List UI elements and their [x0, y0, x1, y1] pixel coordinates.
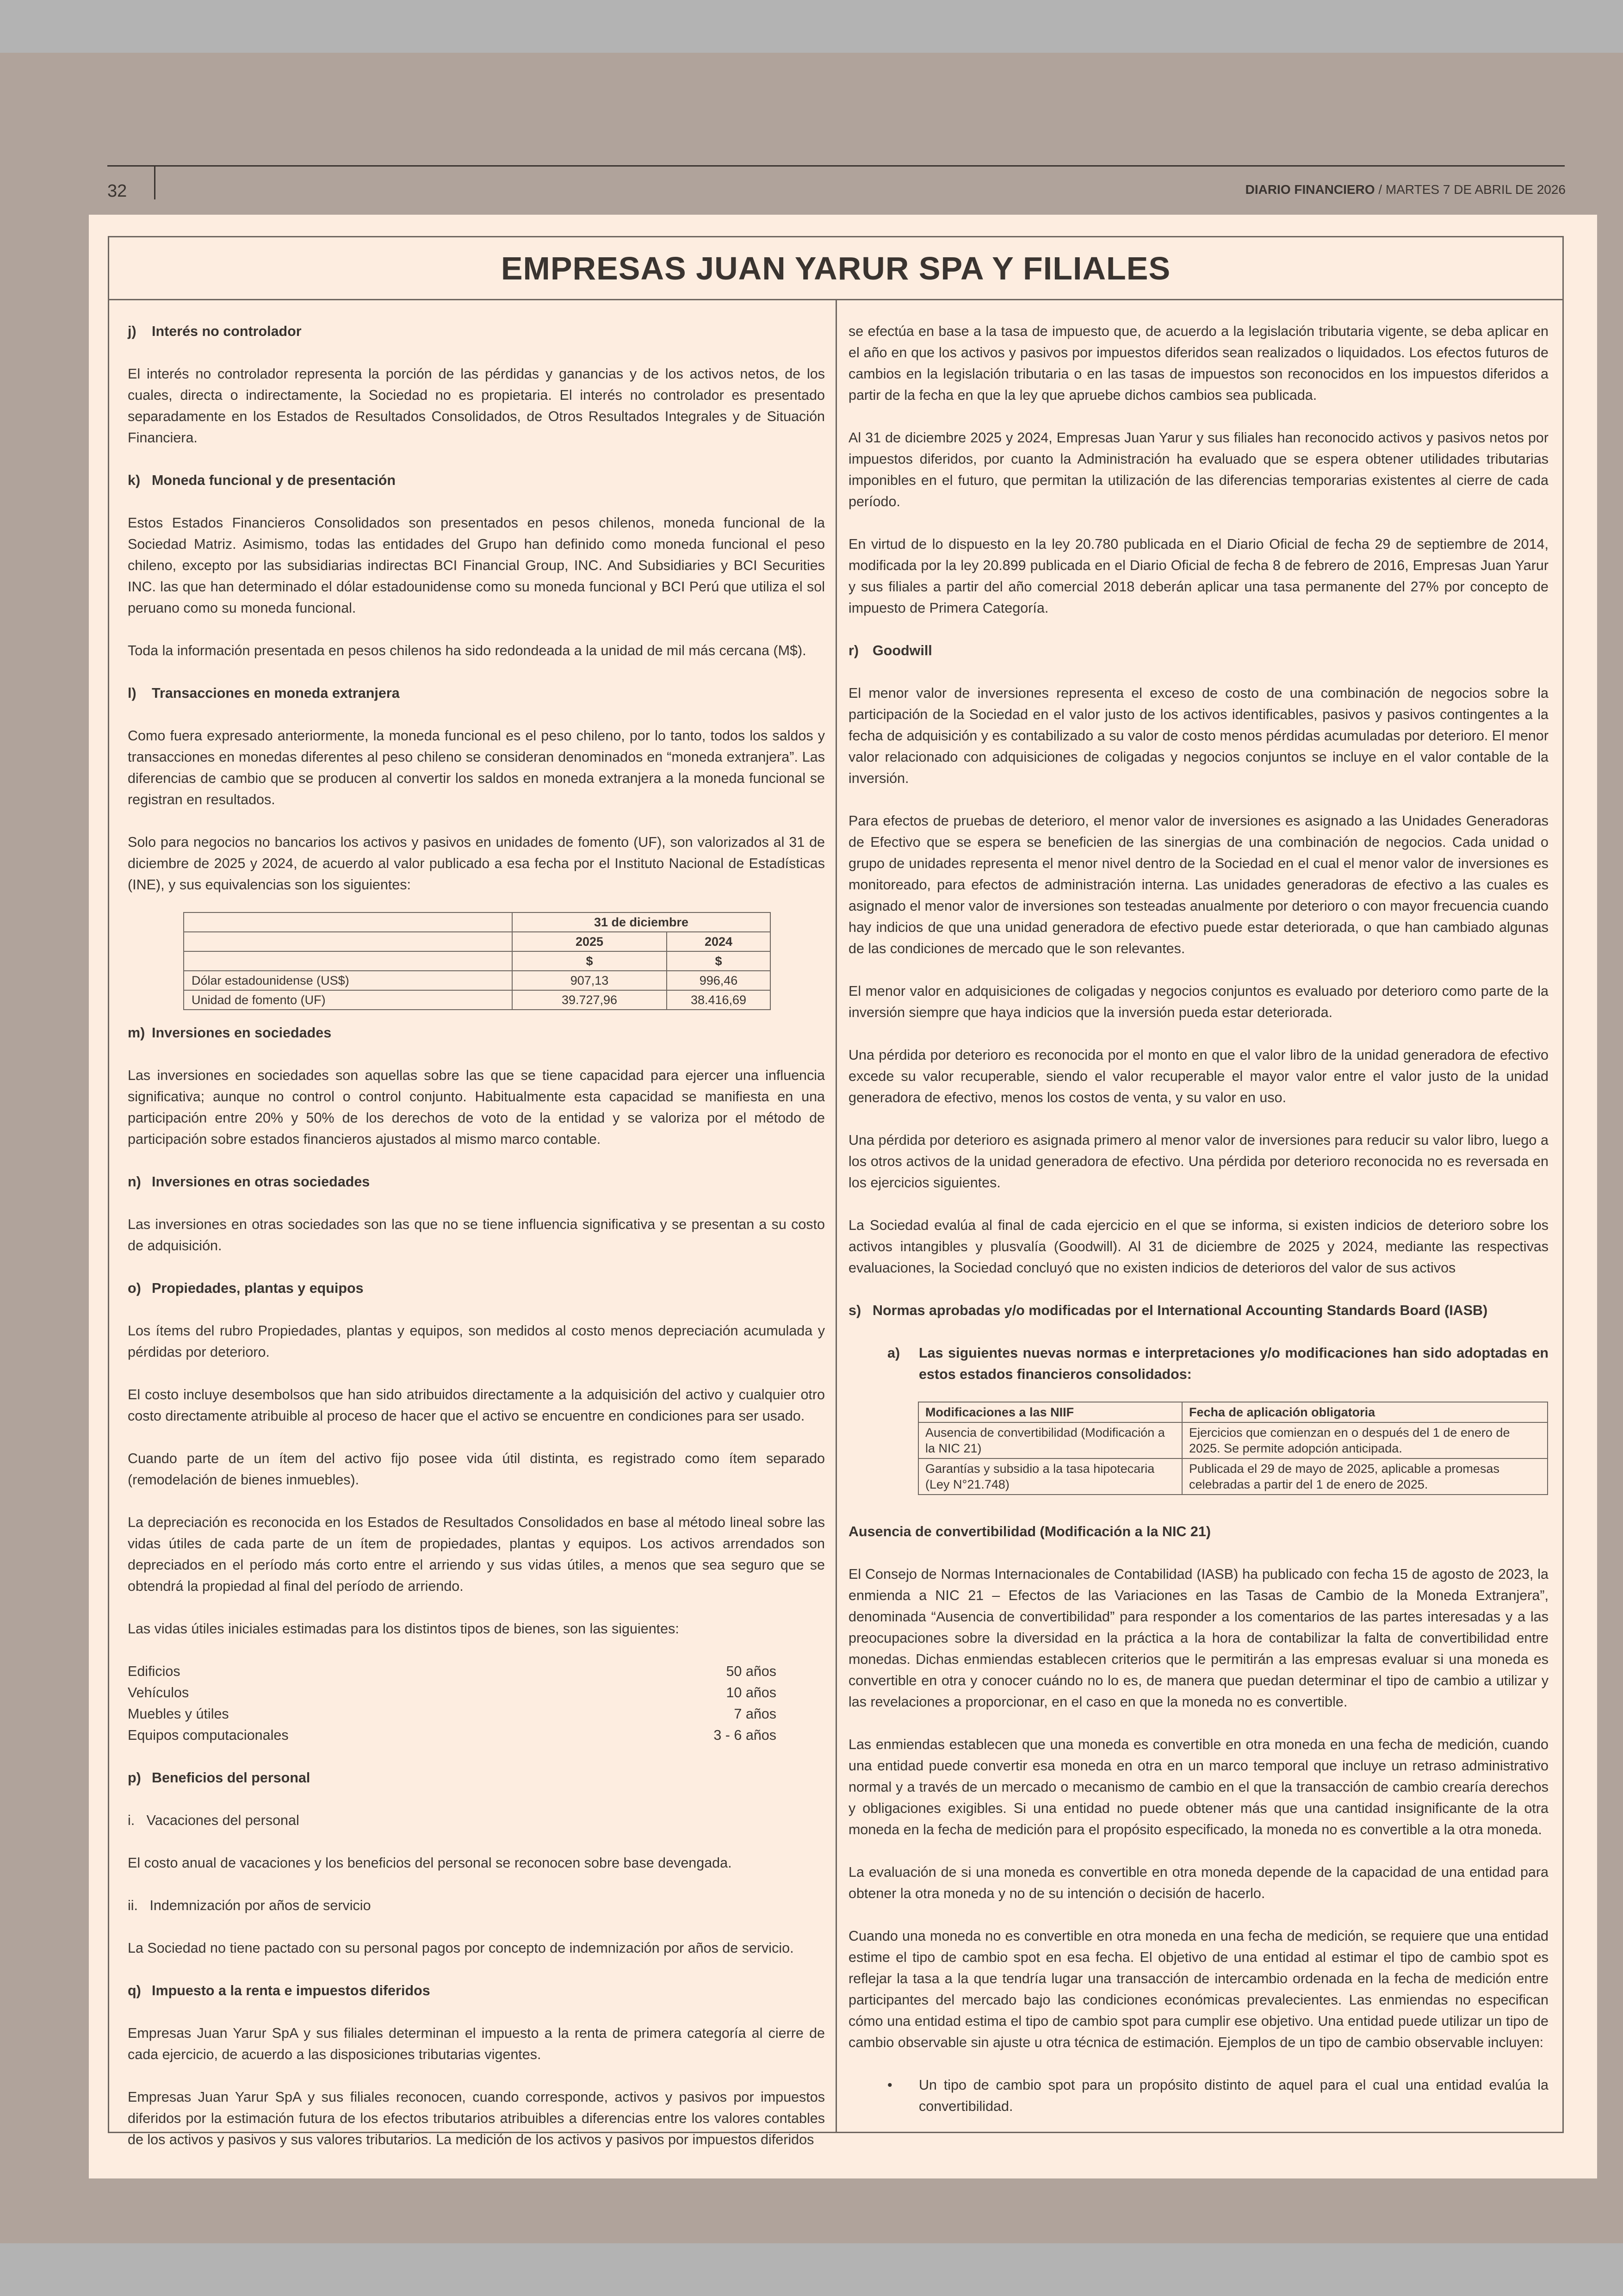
paragraph: Cuando parte de un ítem del activo fijo posee vida útil distinta, es registrado como ítem separado (remodelación de bienes inmuebles). — [128, 1451, 825, 1488]
paragraph: Una pérdida por deterioro es asignada primero al menor valor de inversiones para reducir su valor libro, luego a los otros activos de la unidad generadora de efectivo. Una pérdida por deterioro reconocida no es reversada en los ejercicios siguientes. — [849, 1132, 1549, 1191]
paragraph: El menor valor de inversiones representa el exceso de costo de una combinación de negocios sobre la participación de la Sociedad en el valor justo de los activos identificables, pasivos y pasivos contingentes a la fecha de adquisición y es contabilizado a su valor de costo menos pérdidas acumuladas por deterioro. El menor valor relacionado con adquisiciones de coligadas y negocios conjuntos se incluye en el valor contable de la inversión. — [849, 685, 1549, 786]
section-k-heading — [128, 470, 825, 491]
section-label: s) — [849, 1303, 861, 1318]
bullet-text: Un tipo de cambio spot para un propósito distinto de aquel para el cual una entidad evalúa la convertibilidad. — [919, 2077, 1549, 2114]
subheading: ii. Indemnización por años de servicio — [128, 1898, 371, 1913]
list-item — [128, 1682, 776, 1703]
subsection-text: Las siguientes nuevas normas e interpretaciones y/o modificaciones han sido adoptadas en estos estados financieros consolidados: — [919, 1345, 1549, 1382]
paragraph: Cuando una moneda no es convertible en otra moneda en una fecha de medición, se requiere que una entidad estime el tipo de cambio spot en esa fecha. El objetivo de una entidad al estimar el tipo de cambio spot es reflejar la tasa a la que tendría lugar una transacción de intercambio ordenada en la fecha de medición entre participantes del mercado bajo las condiciones económicas prevalecientes. Las enmiendas no especifican cómo una entidad estima el tipo de cambio spot para cumplir ese objetivo. Una entidad puede utilizar un tipo de cambio observable sin ajuste u otra técnica de estimación. Ejemplos de un tipo de cambio observable incluyen: — [849, 1928, 1549, 2050]
unit-header: $ — [667, 951, 770, 971]
left-column — [128, 321, 825, 2172]
paragraph: La evaluación de si una moneda es convertible en otra moneda depende de la capacidad de una entidad para obtener la otra moneda y no de su intención o decisión de hacerlo. — [849, 1864, 1549, 1901]
subheading: i. Vacaciones del personal — [128, 1812, 299, 1828]
column-header: Fecha de aplicación obligatoria — [1182, 1402, 1548, 1422]
year-header: 2025 — [512, 932, 667, 951]
asset-life: 10 años — [726, 1685, 776, 1700]
subsection-label: a) — [887, 1345, 900, 1361]
page-number: 32 — [107, 181, 127, 201]
asset-life: 3 - 6 años — [713, 1727, 776, 1743]
table-cell: 996,46 — [667, 971, 770, 990]
niif-table — [918, 1402, 1548, 1495]
header-rule — [107, 165, 1565, 167]
section-title: Inversiones en otras sociedades — [152, 1174, 370, 1190]
section-o-heading — [128, 1278, 825, 1299]
unit-header: $ — [512, 951, 667, 971]
section-title: Goodwill — [873, 643, 932, 658]
paragraph: Empresas Juan Yarur SpA y sus filiales determinan el impuesto a la renta de primera categoría al cierre de cada ejercicio, de acuerdo a las disposiciones tributarias vigentes. — [128, 2025, 825, 2062]
table-row — [184, 912, 770, 932]
paragraph: Al 31 de diciembre 2025 y 2024, Empresas Juan Yarur y sus filiales han reconocido activos y pasivos netos por impuestos diferidos, por cuanto la Administración ha evaluado que se espera obtener utilidades tributarias imponibles en el futuro, que permitan la utilización de las diferencias temporarias existentes al cierre de cada período. — [849, 430, 1549, 509]
asset-life: 7 años — [734, 1706, 776, 1722]
asset-name: Edificios — [128, 1663, 180, 1679]
table-row — [184, 990, 770, 1010]
asset-name: Muebles y útiles — [128, 1706, 229, 1722]
table-cell — [184, 951, 512, 971]
nic21-heading: Ausencia de convertibilidad (Modificación a la NIC 21) — [849, 1524, 1211, 1539]
list-item — [887, 2074, 1549, 2117]
section-r-heading — [849, 640, 1549, 661]
useful-lives-list — [128, 1661, 825, 1746]
paragraph: El costo incluye desembolsos que han sido atribuidos directamente a la adquisición del activo y cualquier otro costo directamente atribuible al proceso de hacer que el activo se encuentre en condiciones para ser usado. — [128, 1387, 825, 1424]
section-label: q) — [128, 1983, 141, 1998]
paragraph: El interés no controlador representa la porción de las pérdidas y ganancias y de los activos netos, de los cuales, directa o indirectamente, la Sociedad no es propietaria. El interés no controlador es presentado separadamente en los Estados de Resultados Consolidados, de Otros Resultados Integrales y de Situación Financiera. — [128, 366, 825, 446]
paragraph: Para efectos de pruebas de deterioro, el menor valor de inversiones es asignado a las Unidades Generadoras de Efectivo que se espera se beneficien de las sinergias de una combinación de negocios. Cada unidad o grupo de unidades representa el menor nivel dentro de la Sociedad en el cual el menor valor de inversiones es monitoreado, para efectos de administración interna. Las unidades generadoras de efectivo a las cuales es asignado el menor valor de inversiones son testeadas anualmente por deterioro o con mayor frecuencia cuando hay indicios de que una unidad generadora de efectivo puede estar deteriorada, o que han cambiado algunas de las condiciones de mercado que le son relevantes. — [849, 813, 1549, 956]
paragraph: El menor valor en adquisiciones de coligadas y negocios conjuntos es evaluado por deterioro como parte de la inversión siempre que haya indicios que la inversión pueda estar deteriorada. — [849, 983, 1549, 1020]
section-title: Inversiones en sociedades — [152, 1025, 332, 1041]
section-label: o) — [128, 1280, 141, 1296]
section-q-heading — [128, 1980, 825, 2001]
paragraph: En virtud de lo dispuesto en la ley 20.780 publicada en el Diario Oficial de fecha 29 de septiembre de 2014, modificada por la ley 20.899 publicada en el Diario Oficial de fecha 8 de febrero de 2016, Empresas Juan Yarur y sus filiales a partir del año comercial 2018 deberán aplicar una tasa permanente del 27% por concepto de impuesto de Primera Categoría. — [849, 536, 1549, 616]
bullet-icon: • — [887, 2077, 892, 2093]
paragraph: Solo para negocios no bancarios los activos y pasivos en unidades de fomento (UF), son valorizados al 31 de diciembre de 2025 y 2024, de acuerdo al valor publicado a esa fecha por el Instituto Nacional de Estadísticas (INE), y sus equivalencias son los siguientes: — [128, 834, 825, 893]
table-row — [918, 1402, 1548, 1422]
masthead — [1245, 182, 1566, 197]
section-label: j) — [128, 323, 136, 339]
paragraph: La depreciación es reconocida en los Estados de Resultados Consolidados en base al método lineal sobre las vidas útiles de cada parte de un ítem de propiedades, plantas y equipos. Los activos arrendados son depreciados en el período más corto entre el arriendo y sus vidas útiles, a menos que sea seguro que se obtendrá la propiedad al final del período de arriendo. — [128, 1514, 825, 1594]
table-cell: 38.416,69 — [667, 990, 770, 1010]
section-l-heading — [128, 683, 825, 704]
list-item — [128, 1725, 776, 1746]
paragraph: El Consejo de Normas Internacionales de Contabilidad (IASB) ha publicado con fecha 15 de agosto de 2023, la enmienda a NIC 21 – Efectos de las Variaciones en las Tasas de Cambio de la Moneda Extranjera”, denominada “Ausencia de convertibilidad” para responder a los comentarios de las partes interesadas y a las preocupaciones sobre la diversidad en la práctica a la hora de contabilizar la falta de convertibilidad entre monedas. Dichas enmiendas establecen criterios que le permitirán a las empresas evaluar si una moneda es convertible en otra y conocer cuándo no lo es, de manera que puedan determinar el tipo de cambio a utilizar y las revelaciones a proporcionar, en el caso en que la moneda no es convertible. — [849, 1566, 1549, 1710]
right-column — [849, 321, 1549, 2117]
list-item — [128, 1661, 776, 1682]
section-s-heading — [849, 1300, 1549, 1321]
section-title: Impuesto a la renta e impuestos diferidos — [152, 1983, 430, 1998]
row-label: Unidad de fomento (UF) — [184, 990, 512, 1010]
exchange-rate-table — [183, 912, 771, 1010]
section-title: Moneda funcional y de presentación — [152, 472, 396, 488]
paragraph: Las inversiones en otras sociedades son las que no se tiene influencia significativa y se presentan a su costo de adquisición. — [128, 1216, 825, 1253]
asset-name: Vehículos — [128, 1685, 189, 1700]
publication-date: / MARTES 7 DE ABRIL DE 2026 — [1375, 182, 1566, 197]
table-row — [184, 951, 770, 971]
paragraph: Una pérdida por deterioro es reconocida por el monto en que el valor libro de la unidad generadora de efectivo excede su valor recuperable, siendo el valor recuperable el mayor valor entre el valor justo de la unidad generadora de efectivo, menos los costos de venta, y su valor en uso. — [849, 1047, 1549, 1105]
table-row — [184, 932, 770, 951]
period-header: 31 de diciembre — [512, 912, 770, 932]
paragraph: Las enmiendas establecen que una moneda es convertible en otra moneda en una fecha de medición, cuando una entidad puede convertir esa moneda en otra en un marco temporal que incluye un retraso administrativo normal y a través de un mercado o mecanismo de cambio en el que la transacción de cambio crearía derechos y obligaciones exigibles. Si una entidad no puede obtener más que una cantidad insignificante de la otra moneda en la fecha de medición para el propósito especificado, la moneda no es convertible a la otra moneda. — [849, 1737, 1549, 1837]
section-label: m) — [128, 1025, 145, 1041]
table-cell — [184, 932, 512, 951]
column-divider — [836, 300, 837, 2132]
section-title: Propiedades, plantas y equipos — [152, 1280, 364, 1296]
table-cell: Publicada el 29 de mayo de 2025, aplicable a promesas celebradas a partir del 1 de enero de 2025. — [1182, 1458, 1548, 1495]
list-item — [128, 1703, 776, 1725]
subsection-a — [887, 1342, 1549, 1385]
notice-title: EMPRESAS JUAN YARUR SPA Y FILIALES — [501, 250, 1171, 286]
section-j-heading — [128, 321, 825, 342]
section-m-heading — [128, 1022, 825, 1043]
publication-name: DIARIO FINANCIERO — [1245, 182, 1375, 197]
table-row — [184, 971, 770, 990]
section-label: l) — [128, 685, 136, 701]
title-band — [109, 237, 1562, 300]
paragraph: se efectúa en base a la tasa de impuesto que, de acuerdo a la legislación tributaria vigente, se deba aplicar en el año en que los activos y pasivos por impuestos diferidos sean realizados o liquidados. Los efectos futuros de cambios en la legislación tributaria o en las tasas de impuestos son reconocidos en los impuestos diferidos a partir de la fecha en que la ley que apruebe dichos cambios sea publicada. — [849, 323, 1549, 403]
section-label: n) — [128, 1174, 141, 1190]
table-cell: 907,13 — [512, 971, 667, 990]
paragraph: Como fuera expresado anteriormente, la moneda funcional es el peso chileno, por lo tanto, todos los saldos y transacciones en monedas diferentes al peso chileno se consideran denominados en “moneda extranjera”. Las diferencias de cambio que se producen al convertir los saldos en moneda extranjera a la moneda funcional se registran en resultados. — [128, 728, 825, 807]
year-header: 2024 — [667, 932, 770, 951]
paragraph: La Sociedad evalúa al final de cada ejercicio en el que se informa, si existen indicios de deterioro sobre los activos intangibles y plusvalía (Goodwill). Al 31 de diciembre de 2025 y 2024, mediante las respectivas evaluaciones, la Sociedad concluyó que no existen indicios de deterioros del valor de sus activos — [849, 1217, 1549, 1276]
section-n-heading — [128, 1171, 825, 1192]
section-title: Normas aprobadas y/o modificadas por el International Accounting Standards Board (IASB) — [873, 1303, 1488, 1318]
column-header: Modificaciones a las NIIF — [918, 1402, 1182, 1422]
paragraph: Empresas Juan Yarur SpA y sus filiales reconocen, cuando corresponde, activos y pasivos por impuestos diferidos por la estimación futura de los efectos tributarios atribuibles a diferencias entre los valores contables de los activos y pasivos y sus valores tributarios. La medición de los activos y pasivos por impuestos diferidos — [128, 2089, 825, 2147]
table-row — [918, 1458, 1548, 1495]
section-label: p) — [128, 1770, 141, 1786]
section-title: Interés no controlador — [152, 323, 302, 339]
section-p-heading — [128, 1767, 825, 1788]
paragraph: Los ítems del rubro Propiedades, plantas y equipos, son medidos al costo menos depreciación acumulada y pérdidas por deterioro. — [128, 1323, 825, 1360]
paragraph: Toda la información presentada en pesos chilenos ha sido redondeada a la unidad de mil más cercana (M$). — [128, 643, 806, 658]
table-cell — [184, 912, 512, 932]
section-label: k) — [128, 472, 141, 488]
section-title: Transacciones en moneda extranjera — [152, 685, 400, 701]
notice-frame — [108, 236, 1564, 2147]
paragraph: El costo anual de vacaciones y los beneficios del personal se reconocen sobre base devengada. — [128, 1855, 732, 1871]
paragraph: Las inversiones en sociedades son aquellas sobre las que se tiene capacidad para ejercer una influencia significativa; aunque no control o control conjunto. Habitualmente esta capacidad se manifiesta en una participación entre 20% y 50% de los derechos de voto de la entidad y se valoriza por el método de participación sobre estados financieros ajustados al mismo marco contable. — [128, 1067, 825, 1147]
page-number-divider — [154, 165, 155, 199]
table-cell: Garantías y subsidio a la tasa hipotecaria (Ley N°21.748) — [918, 1458, 1182, 1495]
table-row — [918, 1422, 1548, 1458]
table-cell: Ejercicios que comienzan en o después del 1 de enero de 2025. Se permite adopción anticipada. — [1182, 1422, 1548, 1458]
paragraph: Estos Estados Financieros Consolidados son presentados en pesos chilenos, moneda funcional de la Sociedad Matriz. Asimismo, todas las entidades del Grupo han definido como moneda funcional el peso chileno, excepto por las subsidiarias indirectas BCI Financial Group, INC. And Subsidiaries y BCI Securities INC. las que han determinado el dólar estadounidense como su moneda funcional y BCI Perú que utiliza el sol peruano como su moneda funcional. — [128, 515, 825, 616]
section-title: Beneficios del personal — [152, 1770, 310, 1786]
asset-name: Equipos computacionales — [128, 1727, 289, 1743]
section-label: r) — [849, 643, 859, 658]
table-cell: Ausencia de convertibilidad (Modificación a la NIC 21) — [918, 1422, 1182, 1458]
row-label: Dólar estadounidense (US$) — [184, 971, 512, 990]
paragraph: Las vidas útiles iniciales estimadas para los distintos tipos de bienes, son las siguientes: — [128, 1621, 679, 1637]
table-cell: 39.727,96 — [512, 990, 667, 1010]
asset-life: 50 años — [726, 1663, 776, 1679]
paragraph: La Sociedad no tiene pactado con su personal pagos por concepto de indemnización por años de servicio. — [128, 1940, 794, 1956]
